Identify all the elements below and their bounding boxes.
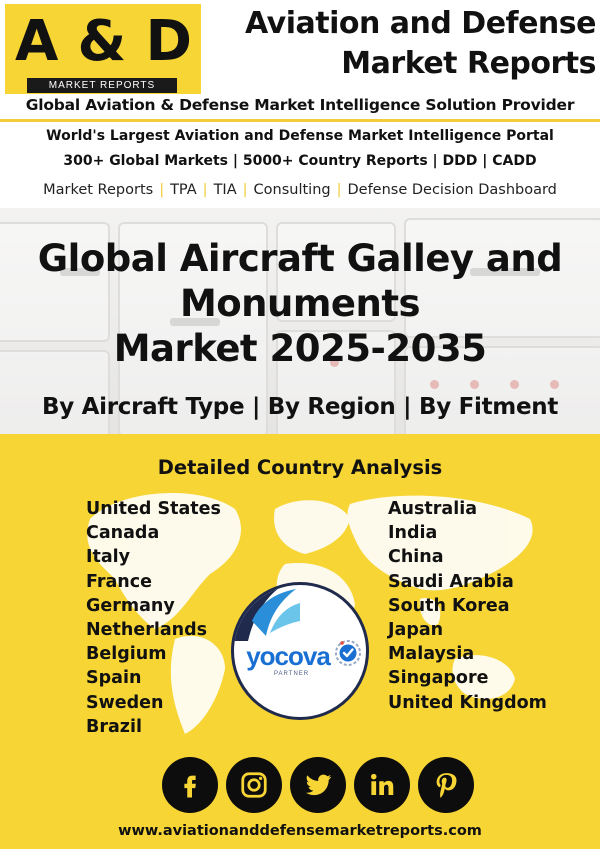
country-item: United States xyxy=(86,499,221,519)
linkedin-icon xyxy=(367,770,397,800)
linkedin-link[interactable] xyxy=(354,757,410,813)
partner-badge[interactable] xyxy=(231,582,369,720)
country-item: Germany xyxy=(86,595,175,616)
brand-title-line1: Aviation and Defense xyxy=(245,6,596,41)
report-title-line2: Monuments xyxy=(179,282,421,325)
facebook-icon xyxy=(175,770,205,800)
nav-link-defense-decision-dashboard[interactable]: Defense Decision Dashboard xyxy=(347,182,557,198)
brand-title-line2: Market Reports xyxy=(341,46,596,81)
hero-banner xyxy=(0,208,600,434)
country-item: United Kingdom xyxy=(388,692,547,713)
logo-letter-a: A xyxy=(15,8,58,74)
partner-name: yocova xyxy=(246,641,330,671)
country-item: South Korea xyxy=(388,595,510,616)
country-list-left xyxy=(86,497,221,739)
nav-separator: | xyxy=(202,182,208,198)
nav-separator: | xyxy=(242,182,248,198)
page-header xyxy=(0,0,600,122)
country-item: Singapore xyxy=(388,668,489,689)
facebook-link[interactable] xyxy=(162,757,218,813)
logo-letter-d: D xyxy=(145,8,191,74)
verified-badge-icon xyxy=(334,639,362,667)
country-item: Japan xyxy=(388,620,444,641)
country-item: Spain xyxy=(86,668,142,689)
nav-link-market-reports[interactable]: Market Reports xyxy=(43,182,154,198)
logo-letter-amp: & xyxy=(77,8,126,74)
header-divider xyxy=(0,119,600,122)
instagram-icon xyxy=(239,770,269,800)
country-item: France xyxy=(86,571,152,592)
tagline: Global Aviation & Defense Market Intelligence Solution Provider xyxy=(25,96,575,114)
twitter-icon xyxy=(302,769,334,801)
country-item: China xyxy=(388,547,444,568)
pinterest-icon xyxy=(431,770,461,800)
country-analysis-section xyxy=(0,434,600,849)
country-item: Malaysia xyxy=(388,644,475,665)
country-list-right xyxy=(388,497,547,715)
country-item: Netherlands xyxy=(86,620,208,641)
nav-separator: | xyxy=(159,182,165,198)
logo-letters xyxy=(5,6,201,76)
country-item: Brazil xyxy=(86,716,142,737)
brand-logo[interactable] xyxy=(5,4,201,94)
country-item: Belgium xyxy=(86,644,167,665)
pinterest-link[interactable] xyxy=(418,757,474,813)
partner-label: PARTNER xyxy=(274,671,310,677)
section-heading: Detailed Country Analysis xyxy=(157,456,443,479)
social-links xyxy=(162,757,474,813)
top-nav xyxy=(0,182,600,198)
brand-title xyxy=(201,4,596,84)
report-title xyxy=(0,236,600,371)
twitter-link[interactable] xyxy=(290,757,346,813)
instagram-link[interactable] xyxy=(226,757,282,813)
nav-link-tpa[interactable]: TPA xyxy=(170,182,197,198)
country-item: India xyxy=(388,523,438,544)
portal-line: World's Largest Aviation and Defense Market Intelligence Portal xyxy=(46,128,554,144)
report-title-line1: Global Aircraft Galley and xyxy=(37,237,563,280)
country-item: Italy xyxy=(86,547,131,568)
country-item: Saudi Arabia xyxy=(388,571,514,592)
nav-separator: | xyxy=(336,182,342,198)
logo-subtitle: MARKET REPORTS xyxy=(27,78,177,93)
nav-link-tia[interactable]: TIA xyxy=(213,182,237,198)
country-item: Australia xyxy=(388,499,478,519)
website-link[interactable]: www.aviationanddefensemarketreports.com xyxy=(118,823,482,839)
report-segments: By Aircraft Type | By Region | By Fitment xyxy=(41,394,559,420)
country-item: Canada xyxy=(86,523,160,544)
country-item: Sweden xyxy=(86,692,164,713)
nav-link-consulting[interactable]: Consulting xyxy=(253,182,331,198)
stats-line: 300+ Global Markets | 5000+ Country Reports | DDD | CADD xyxy=(63,153,537,169)
report-title-line3: Market 2025-2035 xyxy=(113,327,487,370)
